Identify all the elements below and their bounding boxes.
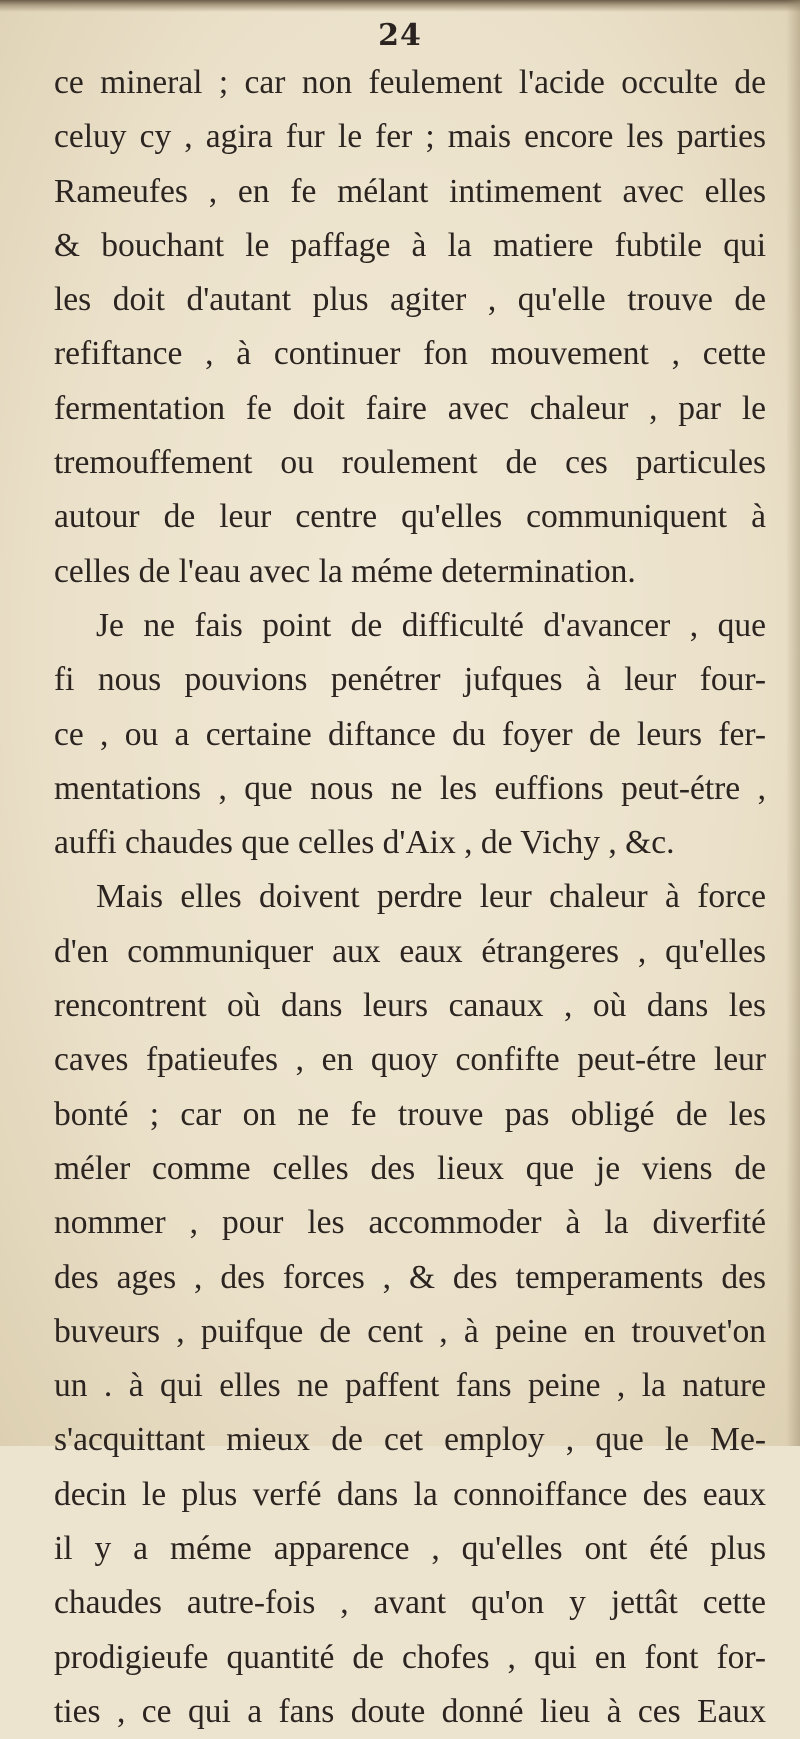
page-top-edge: [0, 0, 800, 12]
text-line: des ages , des forces , & des temperaments des: [54, 1258, 766, 1296]
text-line: auffi chaudes que celles d'Aix , de Vichy , &c.: [54, 824, 675, 862]
text-line: ties , ce qui a fans doute donné lieu à ces Eaux: [54, 1692, 766, 1730]
text-line: ce , ou a certaine diftance du foyer de leurs fer-: [54, 715, 766, 753]
text-line: s'acquittant mieux de cet employ , que le Me-: [54, 1421, 766, 1459]
text-line: tremouffement ou roulement de ces particules: [54, 444, 766, 482]
text-line: celles de l'eau avec la méme determination.: [54, 552, 636, 590]
text-line: Je ne fais point de difficulté d'avancer , que: [96, 606, 766, 644]
page-binding-shadow: [786, 0, 800, 1446]
text-line: fermentation fe doit faire avec chaleur , par le: [54, 389, 766, 427]
text-line: fi nous pouvions penétrer jufques à leur four-: [54, 661, 766, 699]
text-line: rencontrent où dans leurs canaux , où dans les: [54, 987, 766, 1025]
text-line: un . à qui elles ne paffent fans peine , la nature: [54, 1367, 766, 1405]
text-line: prodigieufe quantité de chofes , qui en font for-: [54, 1638, 766, 1676]
text-line: caves fpatieufes , en quoy confifte peut-étre leur: [54, 1041, 766, 1079]
text-line: Mais elles doivent perdre leur chaleur à force: [96, 878, 766, 916]
text-line: il y a méme apparence , qu'elles ont été plus: [54, 1530, 766, 1568]
text-line: d'en communiquer aux eaux étrangeres , qu'elles: [54, 932, 766, 970]
body-text: [54, 56, 766, 1739]
text-line: Rameufes , en fe mélant intimement avec elles: [54, 172, 766, 210]
text-line: chaudes autre-fois , avant qu'on y jettât cette: [54, 1584, 766, 1622]
text-line: refiftance , à continuer fon mouvement , cette: [54, 335, 766, 373]
text-line: ce mineral ; car non feulement l'acide occulte de: [54, 64, 766, 101]
page-number: 24: [378, 18, 422, 53]
text-line: nommer , pour les accommoder à la diverfité: [54, 1204, 766, 1242]
text-line: buveurs , puifque de cent , à peine en trouvet'on: [54, 1312, 766, 1350]
text-line: méler comme celles des lieux que je viens de: [54, 1149, 766, 1187]
text-line: mentations , que nous ne les euffions peut-étre ,: [54, 769, 766, 807]
text-line: autour de leur centre qu'elles communiquent à: [54, 498, 766, 536]
text-line: les doit d'autant plus agiter , qu'elle trouve de: [54, 281, 766, 319]
text-line: bonté ; car on ne fe trouve pas obligé de les: [54, 1095, 766, 1133]
text-line: & bouchant le paffage à la matiere fubtile qui: [54, 226, 766, 264]
text-line: celuy cy , agira fur le fer ; mais encore les parties: [54, 118, 766, 156]
text-line: decin le plus verfé dans la connoiffance des eaux: [54, 1475, 766, 1513]
